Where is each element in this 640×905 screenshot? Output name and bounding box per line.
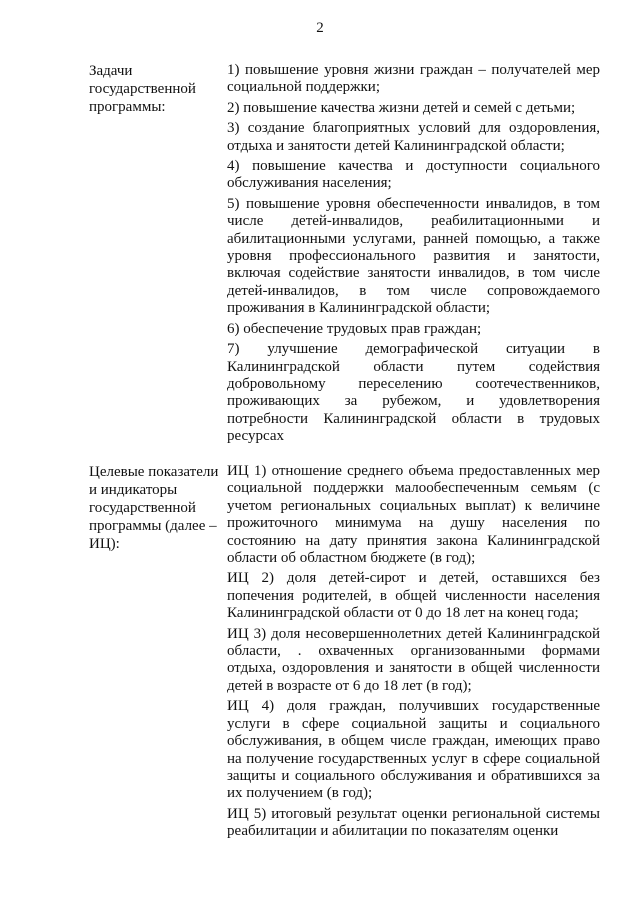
paragraph: 4) повышение качества и доступности социального обслуживания населения; <box>227 158 600 192</box>
section-content <box>227 463 600 844</box>
paragraph: ИЦ 2) доля детей-сирот и детей, оставшихся без попечения родителей, в общей численности населения Калининградской области от 0 до 18 лет на конец года; <box>227 570 600 622</box>
paragraph: 5) повышение уровня обеспеченности инвалидов, в том числе детей-инвалидов, реабилитационными и абилитационными услугами, ранней помощью, а также уровня профессионального развития и занятости, включая содействие занятости инвалидов, в том числе детей-инвалидов, в том числе сопровождаемого проживания в Калининградской области; <box>227 195 600 317</box>
paragraph: ИЦ 5) итоговый результат оценки региональной системы реабилитации и абилитации по показателям оценки <box>227 805 600 840</box>
paragraph: ИЦ 3) доля несовершеннолетних детей Калининградской области, . охваченных организованными формами отдыха, оздоровления и занятости в общей численности детей в возрасте от 6 до 18 лет (в год); <box>227 625 600 694</box>
section-content <box>227 62 600 449</box>
page-number: 2 <box>316 20 324 36</box>
paragraph: 6) обеспечение трудовых прав граждан; <box>227 320 482 337</box>
paragraph: ИЦ 4) доля граждан, получивших государственные услуги в сфере социальной защиты и социального обслуживания, в общем числе граждан, имеющих право на получение государственных услуг в сфере социальной защиты и социального обслуживания и обратившихся за их получением (в год); <box>227 698 600 802</box>
paragraph: 3) создание благоприятных условий для оздоровления, отдыха и занятости детей Калининградской области; <box>227 120 600 154</box>
paragraph: 1) повышение уровня жизни граждан – получателей мер социальной поддержки; <box>227 62 600 96</box>
paragraph: ИЦ 1) отношение среднего объема предоставленных мер социальной поддержки малообеспеченным семьям (с учетом региональных социальных выплат) к величине прожиточного минимума на душу населения по состоянию на дату принятия закона Калининградской области об областном бюджете (в год); <box>227 463 600 567</box>
paragraph: 7) улучшение демографической ситуации в Калининградской области путем содействия добровольному переселению соотечественников, проживающих за рубежом, и удовлетворения потребности Калининградской области в трудовых ресурсах <box>227 341 600 445</box>
paragraph: 2) повышение качества жизни детей и семей с детьми; <box>227 99 576 116</box>
section-label: Целевые показатели и индикаторы государственной программы (далее – ИЦ): <box>89 464 219 552</box>
section-label: Задачи государственной программы: <box>89 63 196 115</box>
